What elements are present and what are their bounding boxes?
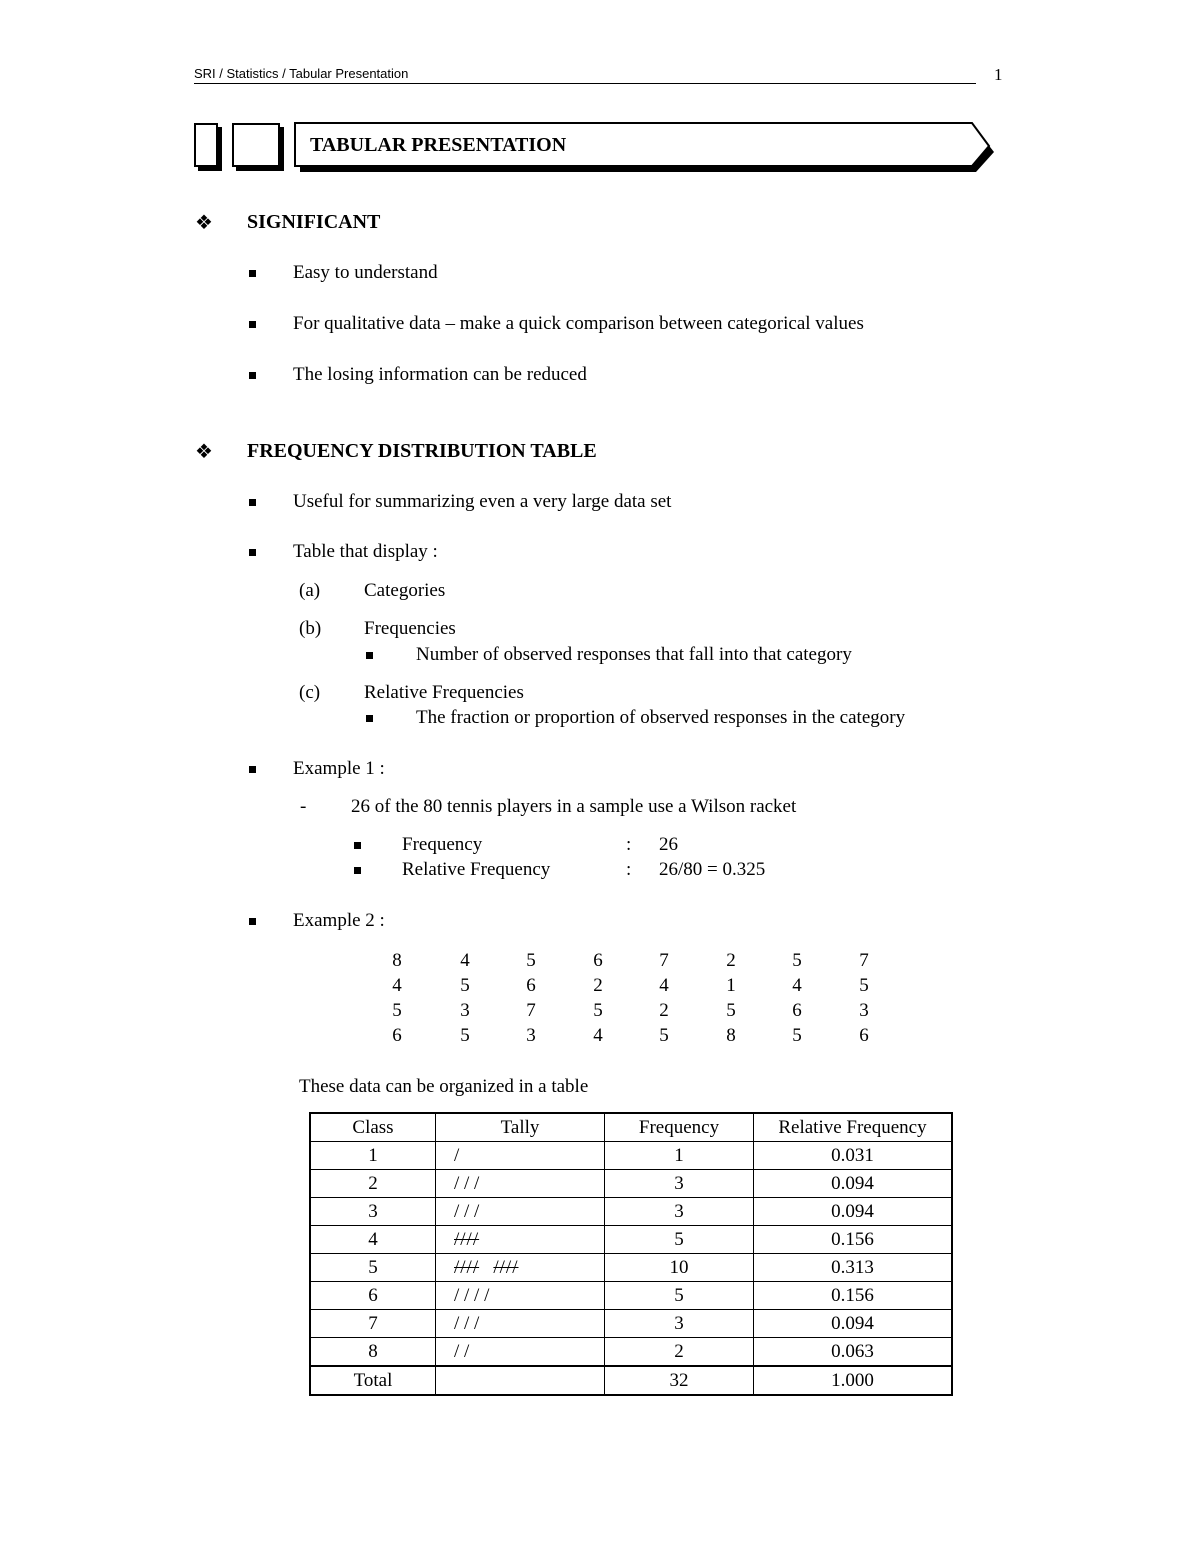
- frequency-cell: 2: [605, 1338, 754, 1367]
- relative-frequency-cell: 0.094: [754, 1198, 953, 1226]
- tally-marks: / /: [454, 1340, 470, 1362]
- banner-square-icon: [232, 123, 280, 167]
- example-row-sep: :: [626, 859, 632, 880]
- list-item: Categories: [364, 580, 446, 601]
- frequency-cell: 3: [605, 1198, 754, 1226]
- frequency-cell: 1: [605, 1142, 754, 1170]
- data-value: 8: [726, 1025, 736, 1046]
- data-value: 2: [659, 1000, 669, 1021]
- tally-cell: [436, 1198, 605, 1226]
- list-marker: (c): [299, 682, 321, 703]
- data-value: 3: [460, 1000, 470, 1021]
- example-label: Example 2 :: [293, 910, 385, 931]
- data-value: 5: [593, 1000, 603, 1021]
- data-value: 4: [460, 950, 470, 971]
- data-value: 4: [593, 1025, 603, 1046]
- square-bullet-icon: [249, 270, 256, 277]
- example-text: 26 of the 80 tennis players in a sample use a Wilson racket: [351, 796, 797, 817]
- class-cell: 1: [310, 1142, 436, 1170]
- class-cell: 3: [310, 1198, 436, 1226]
- tally-group: ////: [493, 1256, 519, 1278]
- data-value: 6: [593, 950, 603, 971]
- square-bullet-icon: [249, 766, 256, 773]
- relative-frequency-cell: 0.094: [754, 1170, 953, 1198]
- example-row-value: 26/80 = 0.325: [659, 859, 766, 880]
- list-item: Frequencies: [364, 618, 456, 639]
- tally-group: ////: [454, 1256, 480, 1278]
- table-row: [310, 1338, 952, 1367]
- relative-frequency-cell: 0.031: [754, 1142, 953, 1170]
- data-value: 4: [392, 975, 402, 996]
- square-bullet-icon: [366, 715, 373, 722]
- tally-marks: / / /: [454, 1200, 480, 1222]
- column-header: Relative Frequency: [754, 1113, 953, 1142]
- data-value: 5: [460, 975, 470, 996]
- list-item: For qualitative data – make a quick comparison between categorical values: [293, 313, 864, 334]
- list-item: Easy to understand: [293, 262, 438, 283]
- chapter-banner: [292, 121, 1000, 173]
- table-intro: These data can be organized in a table: [299, 1076, 589, 1097]
- list-item: Useful for summarizing even a very large data set: [293, 491, 672, 512]
- data-value: 5: [726, 1000, 736, 1021]
- sub-item: Number of observed responses that fall into that category: [416, 644, 852, 665]
- relative-frequency-cell: 0.156: [754, 1226, 953, 1254]
- total-label-cell: Total: [310, 1366, 436, 1395]
- table-row: [310, 1226, 952, 1254]
- data-value: 6: [859, 1025, 869, 1046]
- data-value: 5: [659, 1025, 669, 1046]
- data-value: 5: [526, 950, 536, 971]
- tally-marks: / / /: [454, 1172, 480, 1194]
- table-row: [310, 1170, 952, 1198]
- example-row-sep: :: [626, 834, 632, 855]
- square-bullet-icon: [354, 867, 361, 874]
- relative-frequency-cell: 0.156: [754, 1282, 953, 1310]
- square-bullet-icon: [354, 842, 361, 849]
- table-row: [310, 1254, 952, 1282]
- class-cell: 8: [310, 1338, 436, 1367]
- column-header: Frequency: [605, 1113, 754, 1142]
- total-relative-frequency-cell: 1.000: [754, 1366, 953, 1395]
- table-row: [310, 1282, 952, 1310]
- tally-cell: [436, 1366, 605, 1395]
- class-cell: 7: [310, 1310, 436, 1338]
- data-value: 6: [792, 1000, 802, 1021]
- frequency-cell: 3: [605, 1170, 754, 1198]
- data-value: 4: [792, 975, 802, 996]
- frequency-cell: 10: [605, 1254, 754, 1282]
- table-row: [310, 1310, 952, 1338]
- data-value: 5: [792, 1025, 802, 1046]
- class-cell: 2: [310, 1170, 436, 1198]
- sub-item: The fraction or proportion of observed responses in the category: [416, 707, 906, 728]
- square-bullet-icon: [249, 918, 256, 925]
- data-value: 1: [726, 975, 736, 996]
- data-value: 2: [593, 975, 603, 996]
- data-value: 4: [659, 975, 669, 996]
- page-number: 1: [994, 65, 1003, 84]
- frequency-cell: 5: [605, 1282, 754, 1310]
- running-header: [194, 66, 976, 84]
- class-cell: 4: [310, 1226, 436, 1254]
- frequency-cell: 5: [605, 1226, 754, 1254]
- class-cell: 5: [310, 1254, 436, 1282]
- frequency-table: [309, 1112, 953, 1396]
- tally-cell: [436, 1310, 605, 1338]
- data-value: 3: [859, 1000, 869, 1021]
- tally-cell: [436, 1254, 605, 1282]
- column-header: Tally: [436, 1113, 605, 1142]
- data-value: 5: [392, 1000, 402, 1021]
- total-frequency-cell: 32: [605, 1366, 754, 1395]
- list-item: Table that display :: [293, 541, 438, 562]
- frequency-cell: 3: [605, 1310, 754, 1338]
- four-diamond-icon: ❖: [195, 212, 213, 234]
- banner-square-icon: [194, 123, 218, 167]
- data-value: 7: [859, 950, 869, 971]
- data-value: 7: [526, 1000, 536, 1021]
- example-label: Example 1 :: [293, 758, 385, 779]
- table-row: [310, 1142, 952, 1170]
- tally-cell: [436, 1142, 605, 1170]
- tally-marks: /: [454, 1144, 460, 1166]
- relative-frequency-cell: 0.094: [754, 1310, 953, 1338]
- column-header: Class: [310, 1113, 436, 1142]
- square-bullet-icon: [249, 499, 256, 506]
- table-row: [310, 1198, 952, 1226]
- four-diamond-icon: ❖: [195, 441, 213, 463]
- square-bullet-icon: [366, 652, 373, 659]
- dash-marker: -: [300, 796, 307, 817]
- data-value: 3: [526, 1025, 536, 1046]
- example-row-value: 26: [659, 834, 678, 855]
- tally-cell: [436, 1282, 605, 1310]
- class-cell: 6: [310, 1282, 436, 1310]
- data-value: 5: [792, 950, 802, 971]
- chapter-title: TABULAR PRESENTATION: [310, 134, 567, 156]
- tally-marks: / / /: [454, 1312, 480, 1334]
- section-title: SIGNIFICANT: [247, 211, 381, 233]
- example-row-label: Frequency: [402, 834, 483, 855]
- table-header-row: [310, 1113, 952, 1142]
- tally-cell: [436, 1338, 605, 1367]
- data-value: 7: [659, 950, 669, 971]
- tally-marks: / / / /: [454, 1284, 490, 1306]
- tally-cell: [436, 1170, 605, 1198]
- data-value: 5: [460, 1025, 470, 1046]
- list-marker: (a): [299, 580, 321, 601]
- table-total-row: [310, 1366, 952, 1395]
- data-value: 2: [726, 950, 736, 971]
- list-item: Relative Frequencies: [364, 682, 524, 703]
- tally-group: ////: [454, 1228, 480, 1250]
- list-item: The losing information can be reduced: [293, 364, 587, 385]
- square-bullet-icon: [249, 372, 256, 379]
- data-value: 6: [392, 1025, 402, 1046]
- example-row-label: Relative Frequency: [402, 859, 551, 880]
- square-bullet-icon: [249, 321, 256, 328]
- data-value: 6: [526, 975, 536, 996]
- running-title: SRI / Statistics / Tabular Presentation: [194, 66, 409, 81]
- data-value: 8: [392, 950, 402, 971]
- square-bullet-icon: [249, 549, 256, 556]
- data-value: 5: [859, 975, 869, 996]
- relative-frequency-cell: 0.313: [754, 1254, 953, 1282]
- list-marker: (b): [299, 618, 322, 639]
- section-title: FREQUENCY DISTRIBUTION TABLE: [247, 440, 597, 462]
- tally-cell: [436, 1226, 605, 1254]
- relative-frequency-cell: 0.063: [754, 1338, 953, 1367]
